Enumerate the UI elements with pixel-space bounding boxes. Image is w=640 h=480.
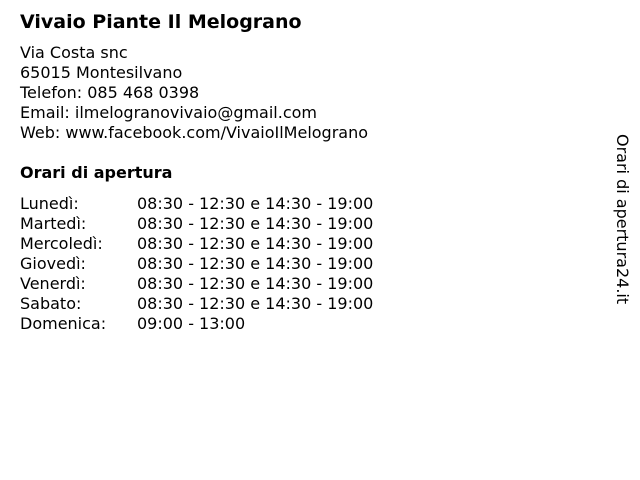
phone-number[interactable]: Telefon: 085 468 0398 [20, 83, 200, 102]
day-label: Giovedì: [20, 254, 86, 273]
email-address[interactable]: Email: ilmelogranovivaio@gmail.com [20, 103, 318, 122]
day-label: Lunedì: [20, 194, 79, 213]
website-link[interactable]: Web: www.facebook.com/VivaioIlMelograno [20, 123, 369, 142]
time-range: 08:30 - 12:30 e 14:30 - 19:00 [137, 294, 374, 313]
business-name: Vivaio Piante Il Melograno [20, 11, 302, 33]
time-range: 08:30 - 12:30 e 14:30 - 19:00 [137, 274, 374, 293]
brand-watermark: Orari di apertura24.it [613, 134, 632, 305]
time-range: 09:00 - 13:00 [137, 314, 246, 333]
opening-hours-title: Orari di apertura [20, 163, 173, 182]
contact-block [20, 43, 368, 143]
address-city: 65015 Montesilvano [20, 63, 183, 82]
day-label: Domenica: [20, 314, 107, 333]
time-range: 08:30 - 12:30 e 14:30 - 19:00 [137, 254, 374, 273]
time-range: 08:30 - 12:30 e 14:30 - 19:00 [137, 214, 374, 233]
day-label: Sabato: [20, 294, 82, 313]
address-street: Via Costa snc [20, 43, 128, 62]
time-range: 08:30 - 12:30 e 14:30 - 19:00 [137, 194, 374, 213]
day-label: Mercoledì: [20, 234, 103, 253]
day-label: Venerdì: [20, 274, 86, 293]
time-range: 08:30 - 12:30 e 14:30 - 19:00 [137, 234, 374, 253]
day-label: Martedì: [20, 214, 87, 233]
